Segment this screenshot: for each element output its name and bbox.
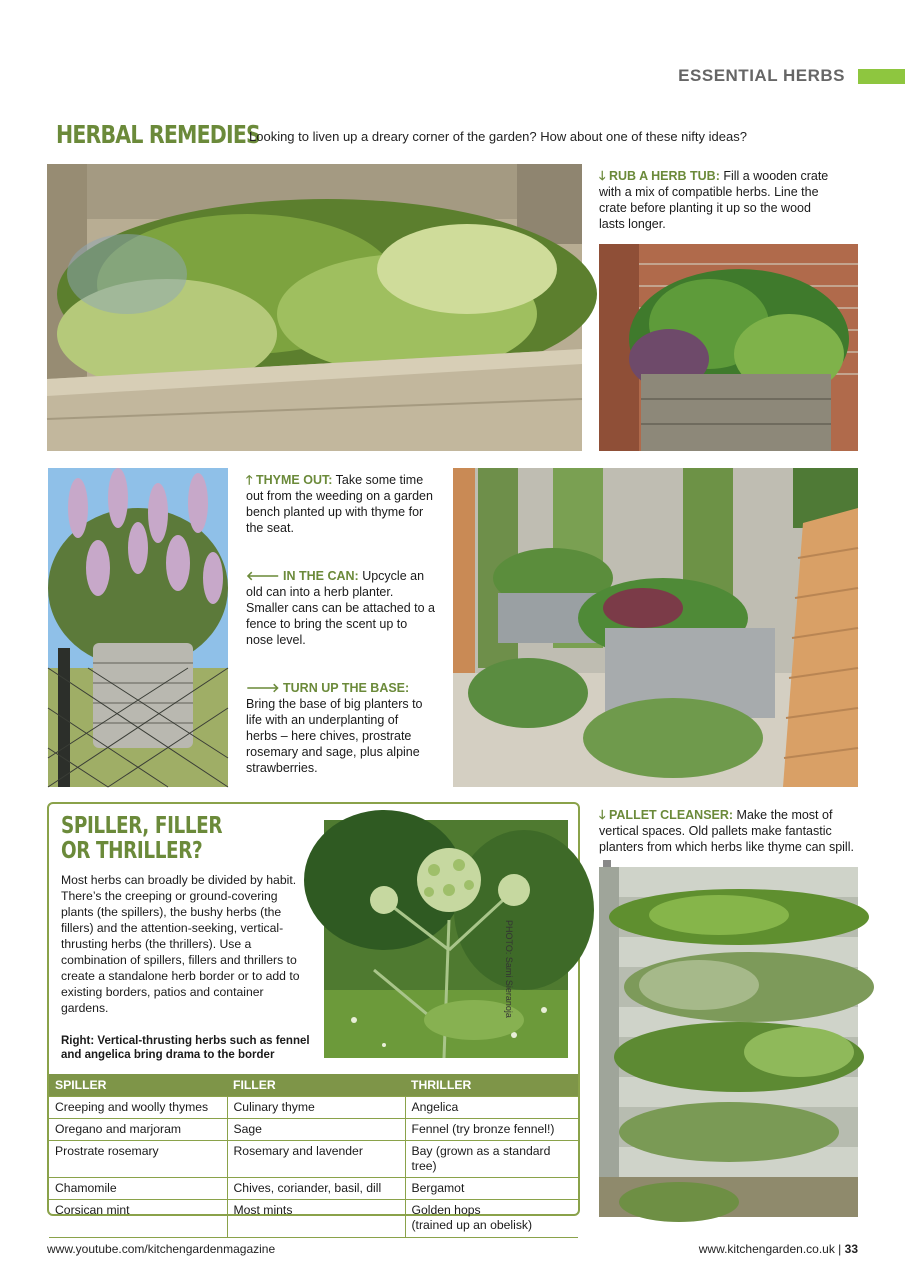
- table-header-cell: SPILLER: [49, 1074, 227, 1097]
- tip-thyme-out-text: Take some time out from the weeding on a garden bench planted up with thyme for the seat.: [246, 473, 433, 535]
- page-title: HERBAL REMEDIES: [56, 120, 260, 149]
- footer-separator: |: [834, 1242, 845, 1256]
- section-title: ESSENTIAL HERBS: [678, 66, 845, 85]
- herb-habit-table: [49, 1074, 578, 1238]
- footer-youtube-link[interactable]: www.youtube.com/kitchengardenmagazine: [47, 1242, 276, 1256]
- arrow-left-icon: 🡐: [246, 569, 280, 583]
- table-cell: Chamomile: [49, 1178, 227, 1200]
- can-planter-photo: [48, 468, 228, 787]
- tip-pallet-cleanser: [599, 807, 857, 871]
- tip-turn-up-text: Bring the base of big planters to life with an underplanting of herbs – here chives, prostrate rosemary and sage, plus alpine strawberries.: [246, 697, 423, 775]
- arrow-up-icon: 🡑: [246, 473, 253, 487]
- herb-crate-photo: [599, 244, 858, 451]
- tip-turn-up-heading: TURN UP THE BASE:: [283, 681, 410, 695]
- photo-credit: PHOTO: Sami Sieranoja: [504, 920, 514, 1018]
- table-cell: Fennel (try bronze fennel!): [405, 1119, 578, 1141]
- planters-base-photo: [453, 468, 858, 787]
- table-cell: Creeping and woolly thymes: [49, 1097, 227, 1119]
- tip-pallet-heading: PALLET CLEANSER:: [609, 808, 734, 822]
- footer-website-link[interactable]: www.kitchengarden.co.uk: [698, 1242, 835, 1256]
- table-row: [49, 1178, 578, 1200]
- arrow-right-icon: 🡒: [246, 681, 280, 695]
- arrow-down-icon: 🡓: [599, 169, 606, 183]
- table-row: [49, 1200, 578, 1238]
- table-cell: Angelica: [405, 1097, 578, 1119]
- tip-herb-tub: [599, 168, 839, 232]
- table-cell: Prostrate rosemary: [49, 1141, 227, 1178]
- table-cell: Culinary thyme: [227, 1097, 405, 1119]
- table-cell: Oregano and marjoram: [49, 1119, 227, 1141]
- box-body-text: Most herbs can broadly be divided by habit. There’s the creeping or ground-covering plants (the spillers), the bushy herbs (the fillers) and the attention-seeking, vertical-thrusting herbs (the thrillers). Use a combination of spillers, fillers and thrillers to create a standalone herb border or to add to existing borders, patios and container gardens.: [61, 873, 300, 1015]
- table-cell: Rosemary and lavender: [227, 1141, 405, 1178]
- tip-pallet-text: Make the most of vertical spaces. Old pallets make fantastic planters from which herbs like thyme can spill.: [599, 808, 854, 854]
- box-title-line-2: OR THRILLER?: [61, 838, 203, 864]
- table-header-row: [49, 1074, 578, 1097]
- footer-page-info: [699, 1242, 858, 1256]
- spiller-filler-thriller-box: [47, 802, 580, 1232]
- tip-in-the-can-heading: IN THE CAN:: [283, 569, 359, 583]
- table-row: [49, 1119, 578, 1141]
- table-cell: Bergamot: [405, 1178, 578, 1200]
- table-row: [49, 1141, 578, 1178]
- box-title: [61, 814, 222, 864]
- table-cell: Corsican mint: [49, 1200, 227, 1238]
- tip-turn-up-the-base: [246, 680, 428, 776]
- angelica-photo: [324, 820, 568, 1058]
- box-photo-caption: Right: Vertical-thrusting herbs such as fennel and angelica bring drama to the border: [61, 1035, 310, 1061]
- tip-thyme-out-heading: THYME OUT:: [256, 473, 333, 487]
- tip-in-the-can-text: Upcycle an old can into a herb planter. Smaller cans can be attached to a fence to bring the scent up to nose level.: [246, 569, 436, 647]
- table-cell: Chives, coriander, basil, dill: [227, 1178, 405, 1200]
- table-row: [49, 1097, 578, 1119]
- standfirst: Looking to liven up a dreary corner of the garden? How about one of these nifty ideas?: [249, 129, 747, 144]
- page-number: 33: [844, 1242, 858, 1256]
- tip-in-the-can: [246, 568, 436, 648]
- box-title-line-1: SPILLER, FILLER: [61, 813, 223, 839]
- pallet-planter-photo: [599, 867, 858, 1217]
- table-cell: Most mints: [227, 1200, 405, 1238]
- table-cell: Golden hops (trained up an obelisk): [405, 1200, 578, 1238]
- tip-herb-tub-heading: RUB A HERB TUB:: [609, 169, 720, 183]
- table-cell: Bay (grown as a standard tree): [405, 1141, 578, 1178]
- arrow-down-icon: 🡓: [599, 808, 606, 822]
- table-cell: Sage: [227, 1119, 405, 1141]
- table-header-cell: FILLER: [227, 1074, 405, 1097]
- thyme-bench-photo: [47, 164, 582, 451]
- tip-thyme-out: [246, 472, 441, 536]
- table-header-cell: THRILLER: [405, 1074, 578, 1097]
- tip-herb-tub-text: Fill a wooden crate with a mix of compatible herbs. Line the crate before planting it up so the wood lasts longer.: [599, 169, 829, 231]
- section-accent-bar: [858, 69, 905, 84]
